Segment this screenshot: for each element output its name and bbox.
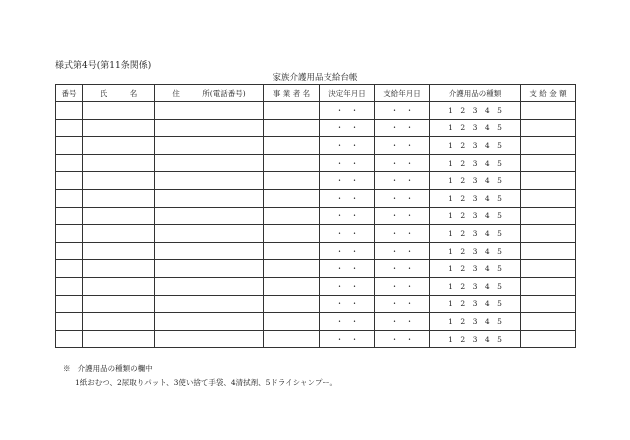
cell-address — [155, 207, 264, 225]
cell-payment-date: ・ ・ — [375, 207, 430, 225]
cell-address — [155, 119, 264, 137]
cell-item-type: 1 2 3 4 5 — [430, 172, 521, 190]
cell-number — [56, 225, 83, 243]
table-row — [56, 242, 576, 260]
cell-amount — [521, 102, 576, 120]
header-decision-date: 決定年月日 — [320, 85, 375, 102]
header-payment-date: 支給年月日 — [375, 85, 430, 102]
table-row — [56, 207, 576, 225]
cell-number — [56, 330, 83, 348]
header-amount: 支 給 金 額 — [521, 85, 576, 102]
cell-amount — [521, 277, 576, 295]
cell-amount — [521, 295, 576, 313]
cell-payment-date: ・ ・ — [375, 242, 430, 260]
cell-decision-date: ・ ・ — [320, 172, 375, 190]
table-row — [56, 225, 576, 243]
table-row — [56, 260, 576, 278]
cell-item-type: 1 2 3 4 5 — [430, 225, 521, 243]
cell-amount — [521, 242, 576, 260]
table-row — [56, 137, 576, 155]
cell-provider — [264, 154, 320, 172]
cell-provider — [264, 137, 320, 155]
cell-provider — [264, 295, 320, 313]
cell-address — [155, 313, 264, 331]
cell-payment-date: ・ ・ — [375, 172, 430, 190]
cell-address — [155, 172, 264, 190]
cell-payment-date: ・ ・ — [375, 189, 430, 207]
cell-provider — [264, 189, 320, 207]
table-row — [56, 189, 576, 207]
cell-item-type: 1 2 3 4 5 — [430, 295, 521, 313]
cell-provider — [264, 330, 320, 348]
table-row — [56, 119, 576, 137]
cell-payment-date: ・ ・ — [375, 119, 430, 137]
cell-item-type: 1 2 3 4 5 — [430, 330, 521, 348]
header-item-type: 介護用品の種類 — [430, 85, 521, 102]
cell-number — [56, 119, 83, 137]
cell-item-type: 1 2 3 4 5 — [430, 102, 521, 120]
cell-number — [56, 137, 83, 155]
cell-name — [83, 102, 155, 120]
cell-amount — [521, 119, 576, 137]
page-title: 家族介護用品支給台帳 — [272, 73, 358, 83]
table-row — [56, 295, 576, 313]
cell-number — [56, 154, 83, 172]
cell-address — [155, 295, 264, 313]
cell-address — [155, 330, 264, 348]
cell-name — [83, 154, 155, 172]
cell-amount — [521, 154, 576, 172]
cell-address — [155, 242, 264, 260]
note-mark: ※ — [63, 364, 71, 373]
header-number: 番号 — [56, 85, 83, 102]
cell-payment-date: ・ ・ — [375, 295, 430, 313]
cell-number — [56, 260, 83, 278]
cell-name — [83, 189, 155, 207]
table-header-row — [56, 85, 576, 102]
cell-number — [56, 295, 83, 313]
cell-number — [56, 207, 83, 225]
cell-item-type: 1 2 3 4 5 — [430, 119, 521, 137]
cell-name — [83, 260, 155, 278]
cell-amount — [521, 313, 576, 331]
notes — [63, 362, 337, 390]
cell-address — [155, 102, 264, 120]
cell-address — [155, 137, 264, 155]
cell-name — [83, 137, 155, 155]
cell-decision-date: ・ ・ — [320, 277, 375, 295]
cell-address — [155, 260, 264, 278]
header-address: 住 所(電話番号) — [155, 85, 264, 102]
cell-provider — [264, 207, 320, 225]
table-row — [56, 277, 576, 295]
cell-decision-date: ・ ・ — [320, 313, 375, 331]
cell-decision-date: ・ ・ — [320, 242, 375, 260]
cell-address — [155, 225, 264, 243]
note-legend: 1紙おむつ、2尿取りパット、3使い捨て手袋、4清拭剤、5ドライシャンプー。 — [75, 378, 337, 387]
cell-provider — [264, 119, 320, 137]
cell-provider — [264, 313, 320, 331]
cell-provider — [264, 277, 320, 295]
cell-provider — [264, 172, 320, 190]
cell-item-type: 1 2 3 4 5 — [430, 137, 521, 155]
cell-name — [83, 119, 155, 137]
cell-decision-date: ・ ・ — [320, 154, 375, 172]
cell-decision-date: ・ ・ — [320, 260, 375, 278]
cell-item-type: 1 2 3 4 5 — [430, 189, 521, 207]
cell-number — [56, 313, 83, 331]
cell-name — [83, 295, 155, 313]
cell-amount — [521, 172, 576, 190]
cell-decision-date: ・ ・ — [320, 330, 375, 348]
cell-amount — [521, 225, 576, 243]
cell-item-type: 1 2 3 4 5 — [430, 313, 521, 331]
cell-provider — [264, 225, 320, 243]
cell-payment-date: ・ ・ — [375, 277, 430, 295]
cell-decision-date: ・ ・ — [320, 189, 375, 207]
cell-decision-date: ・ ・ — [320, 207, 375, 225]
cell-decision-date: ・ ・ — [320, 137, 375, 155]
cell-amount — [521, 137, 576, 155]
ledger-body — [56, 102, 576, 348]
cell-address — [155, 277, 264, 295]
note-heading: 介護用品の種類の欄中 — [77, 364, 153, 373]
cell-payment-date: ・ ・ — [375, 154, 430, 172]
cell-name — [83, 242, 155, 260]
cell-address — [155, 189, 264, 207]
cell-amount — [521, 207, 576, 225]
cell-payment-date: ・ ・ — [375, 260, 430, 278]
table-row — [56, 330, 576, 348]
table-row — [56, 172, 576, 190]
cell-name — [83, 313, 155, 331]
cell-provider — [264, 102, 320, 120]
cell-item-type: 1 2 3 4 5 — [430, 277, 521, 295]
cell-name — [83, 330, 155, 348]
cell-amount — [521, 330, 576, 348]
table-row — [56, 102, 576, 120]
cell-number — [56, 277, 83, 295]
cell-number — [56, 102, 83, 120]
table-row — [56, 154, 576, 172]
cell-decision-date: ・ ・ — [320, 119, 375, 137]
cell-number — [56, 172, 83, 190]
cell-item-type: 1 2 3 4 5 — [430, 260, 521, 278]
cell-payment-date: ・ ・ — [375, 330, 430, 348]
header-provider: 事 業 者 名 — [264, 85, 320, 102]
cell-payment-date: ・ ・ — [375, 102, 430, 120]
cell-decision-date: ・ ・ — [320, 225, 375, 243]
cell-payment-date: ・ ・ — [375, 137, 430, 155]
cell-provider — [264, 242, 320, 260]
cell-number — [56, 242, 83, 260]
header-name: 氏 名 — [83, 85, 155, 102]
cell-name — [83, 277, 155, 295]
cell-number — [56, 189, 83, 207]
cell-amount — [521, 260, 576, 278]
cell-address — [155, 154, 264, 172]
cell-item-type: 1 2 3 4 5 — [430, 242, 521, 260]
cell-payment-date: ・ ・ — [375, 313, 430, 331]
cell-name — [83, 225, 155, 243]
cell-name — [83, 172, 155, 190]
cell-provider — [264, 260, 320, 278]
cell-item-type: 1 2 3 4 5 — [430, 154, 521, 172]
cell-item-type: 1 2 3 4 5 — [430, 207, 521, 225]
cell-amount — [521, 189, 576, 207]
form-number-label: 様式第4号(第11条関係) — [55, 61, 152, 71]
ledger-table — [55, 84, 576, 348]
cell-decision-date: ・ ・ — [320, 295, 375, 313]
cell-name — [83, 207, 155, 225]
table-row — [56, 313, 576, 331]
cell-payment-date: ・ ・ — [375, 225, 430, 243]
cell-decision-date: ・ ・ — [320, 102, 375, 120]
